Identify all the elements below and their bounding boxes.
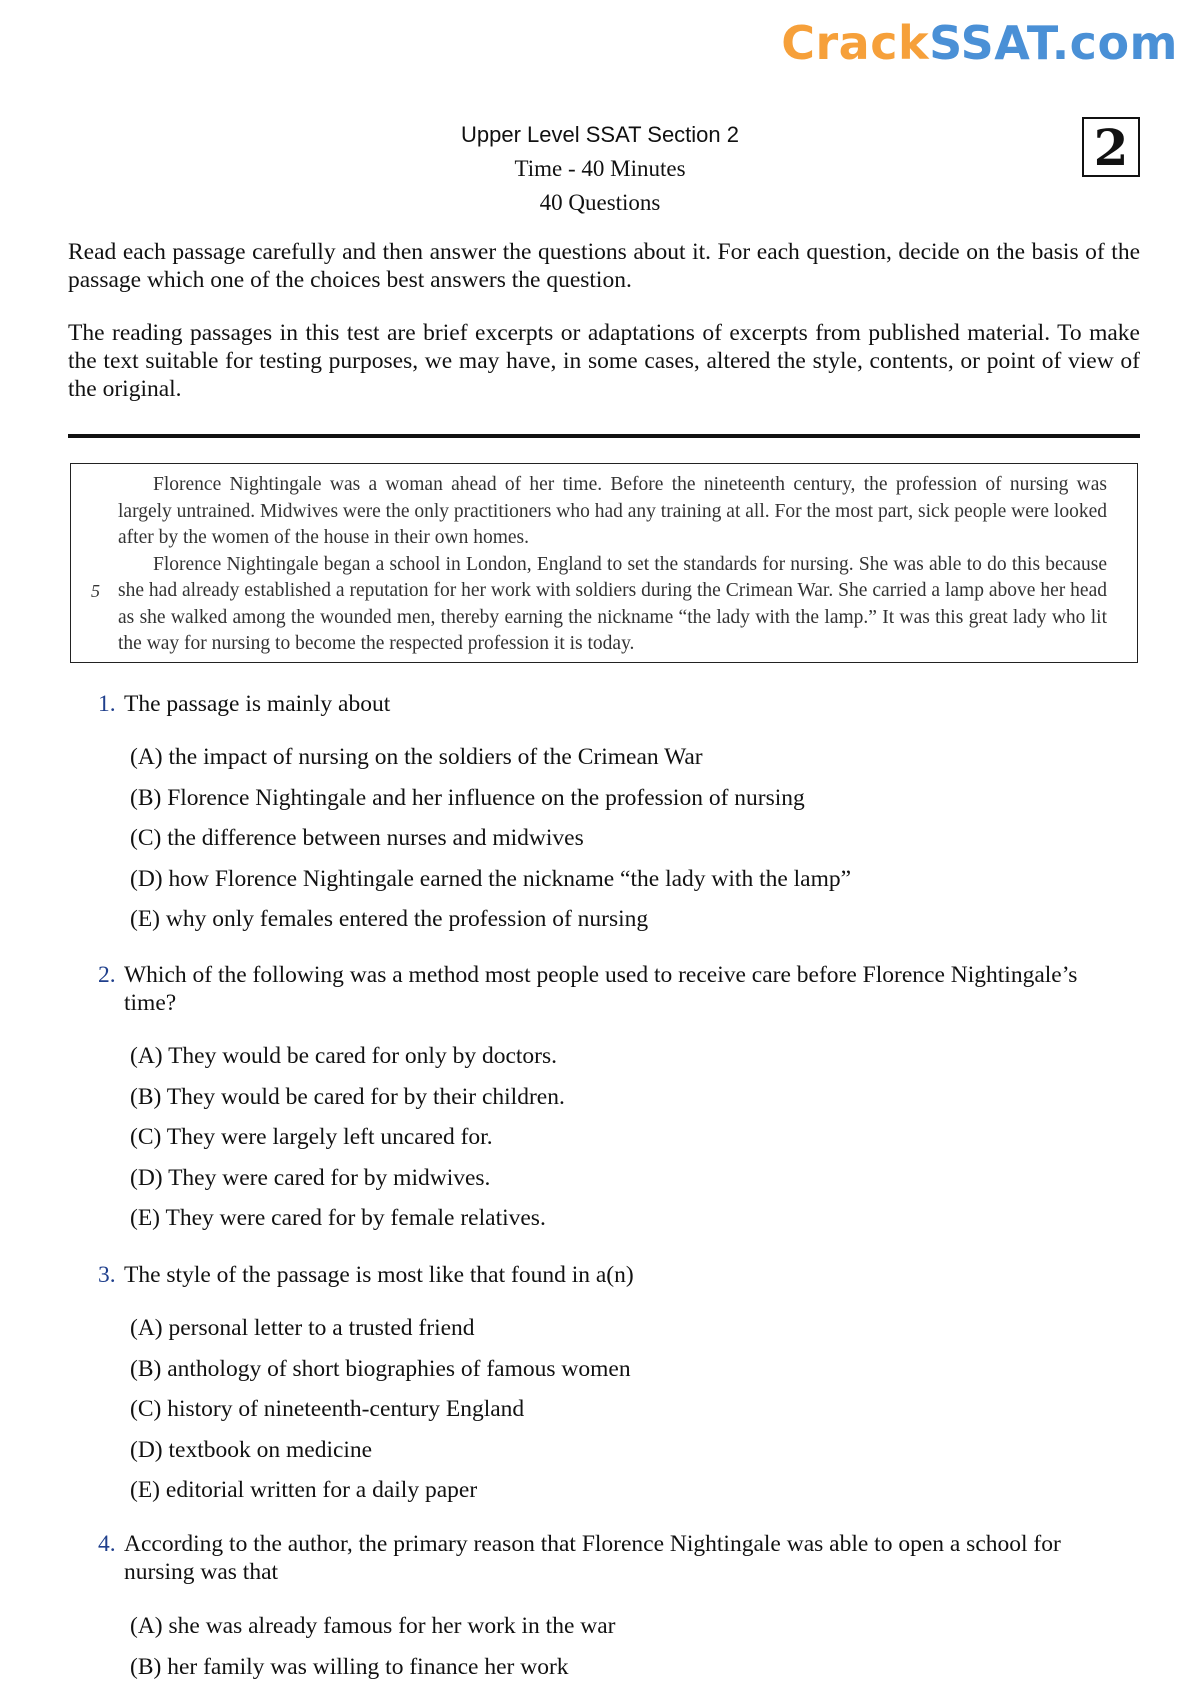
choice-letter: (C) — [130, 1124, 162, 1150]
answer-choice[interactable] — [130, 1612, 616, 1653]
question-3 — [98, 1261, 1108, 1289]
question-1-choices — [130, 743, 851, 946]
passage-paragraph-1: Florence Nightingale was a woman ahead of her time. Before the nineteenth century, the profession of nursing was largely untrained. Midwives were the only practitioners who had any training at all. For the most part, sick people were looked after by the women of the house in their own homes. — [118, 474, 1107, 548]
choice-letter: (A) — [130, 1315, 163, 1341]
choice-letter: (B) — [130, 1355, 162, 1382]
answer-choice[interactable] — [130, 824, 851, 865]
question-number: 2. — [98, 962, 116, 988]
choice-letter: (A) — [130, 744, 163, 770]
choice-text: how Florence Nightingale earned the nickname “the lady with the lamp” — [168, 865, 852, 892]
question-1 — [98, 690, 1108, 718]
question-text: The style of the passage is most like that found in a(n) — [124, 1262, 634, 1288]
question-4-choices — [130, 1612, 616, 1693]
answer-choice[interactable] — [130, 743, 851, 784]
choice-letter: (E) — [130, 906, 161, 932]
site-logo — [781, 16, 1178, 70]
question-count: 40 Questions — [539, 190, 661, 215]
logo-text-ssat: SSAT.com — [929, 16, 1178, 70]
question-2 — [98, 961, 1108, 1017]
section-number-box: 2 — [1082, 117, 1140, 177]
line-number: 5 — [91, 581, 100, 601]
question-3-choices — [130, 1314, 631, 1517]
choice-text: her family was willing to finance her work — [167, 1653, 569, 1680]
answer-choice[interactable] — [130, 1164, 565, 1205]
section-header — [0, 118, 1200, 220]
choice-text: anthology of short biographies of famous women — [167, 1355, 631, 1382]
choice-letter: (B) — [130, 1653, 162, 1680]
choice-text: They were cared for by midwives. — [168, 1164, 491, 1191]
answer-choice[interactable] — [130, 1314, 631, 1355]
choice-letter: (A) — [130, 1613, 163, 1639]
choice-text: They would be cared for by their children. — [166, 1083, 565, 1110]
question-number: 4. — [98, 1531, 116, 1557]
choice-text: textbook on medicine — [168, 1436, 373, 1463]
answer-choice[interactable] — [130, 1123, 565, 1164]
question-2-choices — [130, 1042, 565, 1245]
choice-letter: (B) — [130, 1083, 162, 1110]
question-text: Which of the following was a method most people used to receive care before Florence Nightingale’s time? — [124, 962, 1078, 1016]
answer-choice[interactable] — [130, 784, 851, 825]
disclaimer-paragraph: The reading passages in this test are brief excerpts or adaptations of excerpts from published material. To make the text suitable for testing purposes, we may have, in some cases, altered the style, contents, or point of view of the original. — [68, 320, 1140, 402]
time-limit: Time - 40 Minutes — [514, 156, 686, 181]
choice-text: personal letter to a trusted friend — [168, 1315, 475, 1341]
choice-letter: (B) — [130, 784, 162, 811]
question-4 — [98, 1530, 1108, 1586]
answer-choice[interactable] — [130, 865, 851, 906]
question-text: According to the author, the primary reason that Florence Nightingale was able to open a school for nursing was that — [124, 1531, 1061, 1585]
choice-letter: (D) — [130, 865, 163, 892]
answer-choice[interactable] — [130, 1476, 631, 1517]
choice-letter: (D) — [130, 1436, 163, 1463]
passage-paragraph-2: Florence Nightingale began a school in London, England to set the standards for nursing. She was able to do this because she had already established a reputation for her work with soldiers during the Crimean War. She carried a lamp above her head as she walked among the wounded men, thereby earning the nickname “the lady with the lamp.” It was this great lady who lit the way for nursing to become the respected profession it is today. — [118, 553, 1107, 654]
choice-text: the impact of nursing on the soldiers of the Crimean War — [168, 744, 703, 770]
choice-letter: (A) — [130, 1043, 163, 1069]
choice-text: she was already famous for her work in the war — [168, 1613, 616, 1639]
instructions-paragraph: Read each passage carefully and then answer the questions about it. For each question, decide on the basis of the passage which one of the choices best answers the question. — [68, 239, 1140, 293]
logo-text-crack: Crack — [781, 16, 930, 70]
answer-choice[interactable] — [130, 1436, 631, 1477]
choice-text: the difference between nurses and midwives — [167, 825, 584, 851]
choice-text: history of nineteenth-century England — [167, 1396, 525, 1422]
answer-choice[interactable] — [130, 1042, 565, 1083]
choice-letter: (D) — [130, 1164, 163, 1191]
choice-text: Florence Nightingale and her influence on the profession of nursing — [167, 784, 805, 811]
choice-text: They were cared for by female relatives. — [165, 1205, 546, 1231]
divider — [68, 434, 1140, 438]
section-title: Upper Level SSAT Section 2 — [460, 122, 739, 147]
answer-choice[interactable] — [130, 1653, 616, 1694]
question-number: 3. — [98, 1262, 116, 1288]
choice-letter: (E) — [130, 1477, 161, 1503]
answer-choice[interactable] — [130, 1083, 565, 1124]
choice-text: They would be cared for only by doctors. — [168, 1043, 558, 1069]
choice-letter: (E) — [130, 1205, 161, 1231]
choice-letter: (C) — [130, 1396, 162, 1422]
question-text: The passage is mainly about — [124, 691, 391, 717]
answer-choice[interactable] — [130, 1355, 631, 1396]
choice-text: They were largely left uncared for. — [166, 1124, 493, 1150]
answer-choice[interactable] — [130, 1395, 631, 1436]
choice-text: why only females entered the profession of nursing — [165, 906, 649, 932]
answer-choice[interactable] — [130, 1204, 565, 1245]
choice-letter: (C) — [130, 825, 162, 851]
reading-passage — [70, 463, 1138, 663]
question-number: 1. — [98, 691, 116, 717]
answer-choice[interactable] — [130, 905, 851, 946]
choice-text: editorial written for a daily paper — [165, 1477, 478, 1503]
